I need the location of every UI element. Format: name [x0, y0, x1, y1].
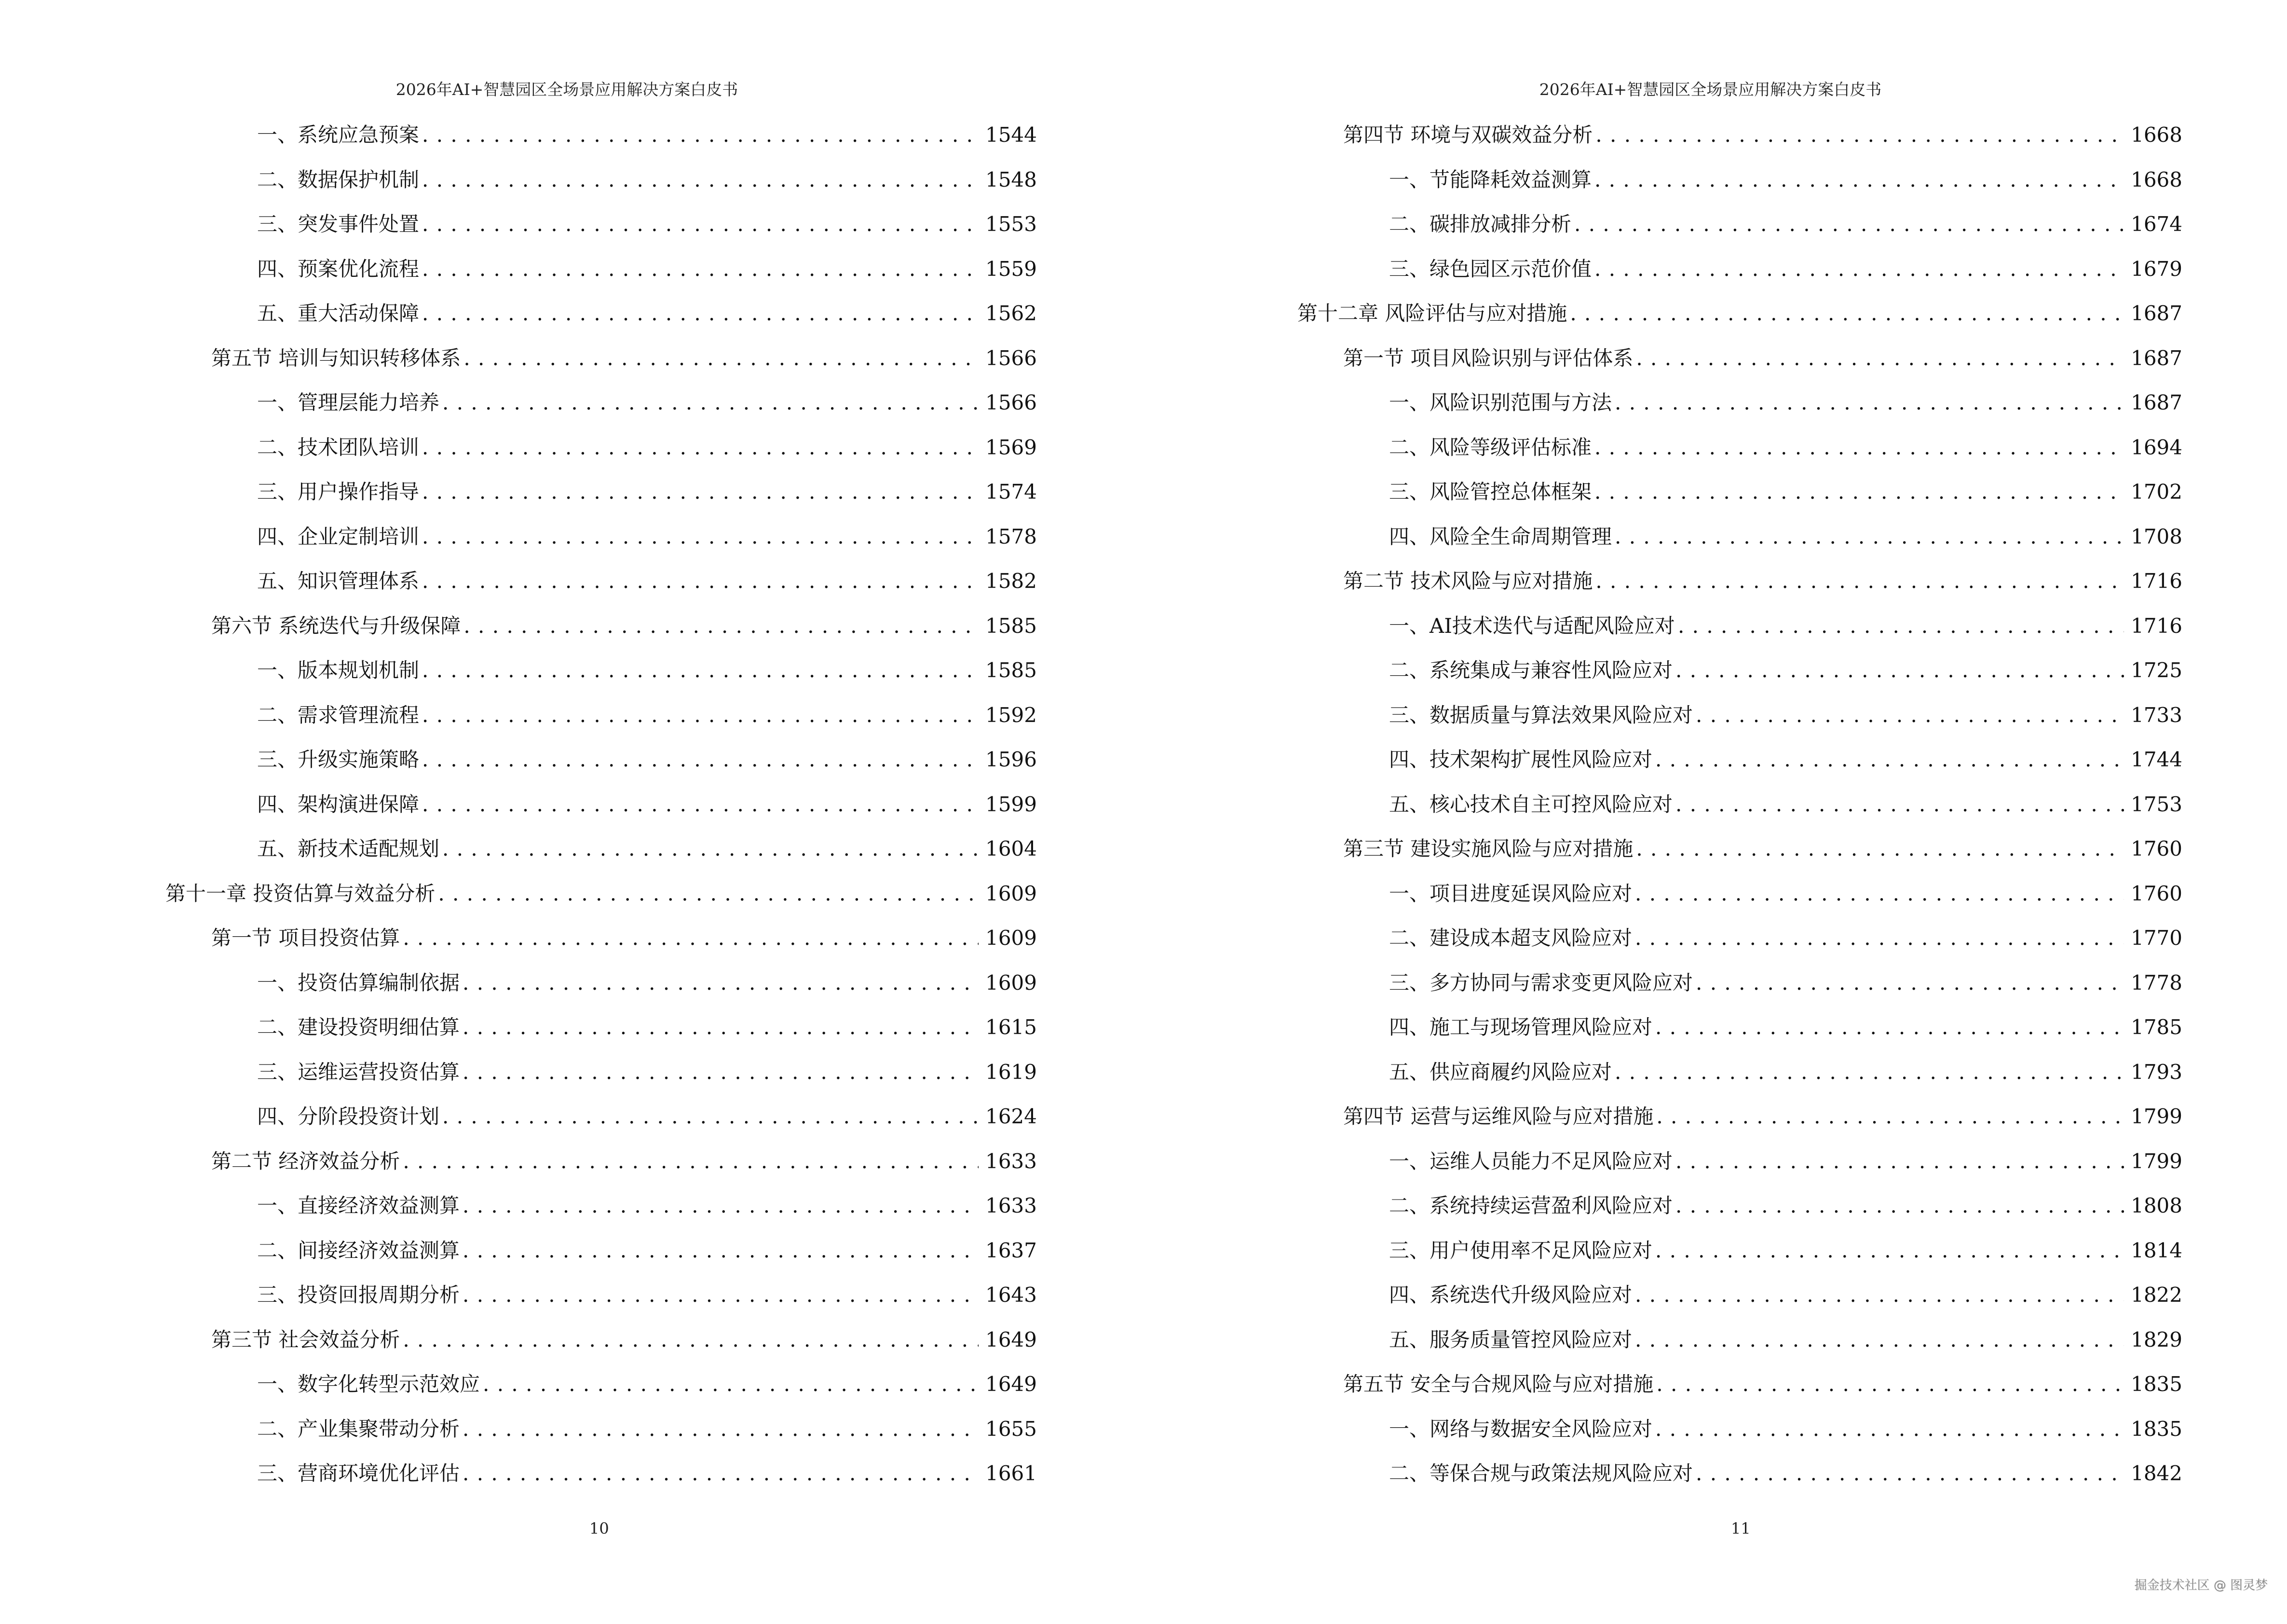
toc-entry-title: 三、突发事件处置: [257, 212, 420, 236]
toc-entry-level-2[interactable]: [1343, 121, 2182, 150]
toc-entry-page-number: 1609: [985, 970, 1037, 995]
toc-entry-page-number: 1687: [2131, 391, 2182, 414]
toc-entry-title: 四、风险全生命周期管理: [1389, 524, 1612, 548]
toc-entry-level-3[interactable]: [257, 701, 1037, 730]
dot-leader: [463, 1459, 979, 1488]
toc-entry-page-number: 1609: [985, 881, 1037, 905]
toc-entry-title: 第三节 建设实施风险与应对措施: [1343, 837, 1634, 860]
toc-entry-title: 五、知识管理体系: [257, 569, 420, 593]
toc-entry-title: 二、等保合规与政策法规风险应对: [1389, 1461, 1693, 1485]
toc-entry-title: 一、版本规划机制: [257, 658, 420, 682]
toc-entry-title: 五、重大活动保障: [257, 301, 420, 325]
toc-entry-page-number: 1785: [2131, 1015, 2182, 1039]
toc-entry-title: 二、系统集成与兼容性风险应对: [1389, 658, 1673, 682]
toc-entry-title: 四、预案优化流程: [257, 257, 420, 281]
toc-entry-title: 三、营商环境优化评估: [257, 1461, 460, 1485]
toc-entry-level-3[interactable]: [257, 790, 1037, 819]
dot-leader: [422, 790, 979, 819]
toc-entry-level-3[interactable]: [257, 121, 1037, 150]
toc-entry-title: 一、运维人员能力不足风险应对: [1389, 1149, 1673, 1173]
toc-entry-level-2[interactable]: [211, 1325, 1037, 1354]
toc-entry-page-number: 1733: [2131, 703, 2182, 727]
dot-leader: [1675, 1147, 2124, 1176]
toc-entry-title: 第五节 培训与知识转移体系: [211, 346, 461, 370]
toc-entry-level-3[interactable]: [257, 656, 1037, 685]
page-number: 11: [1731, 1519, 1751, 1538]
toc-entry-page-number: 1799: [2131, 1105, 2182, 1128]
toc-entry-page-number: 1633: [985, 1149, 1037, 1173]
toc-entry-title: 四、施工与现场管理风险应对: [1389, 1015, 1653, 1039]
dot-leader: [463, 1058, 979, 1087]
toc-entry-page-number: 1649: [985, 1327, 1037, 1351]
toc-entry-title: 二、建设投资明细估算: [257, 1015, 460, 1039]
toc-entry-page-number: 1604: [985, 837, 1037, 860]
toc-entry-level-3[interactable]: [257, 1058, 1037, 1087]
dot-leader: [1636, 834, 2124, 863]
dot-leader: [1655, 745, 2124, 774]
toc-entry-level-2[interactable]: [211, 1147, 1037, 1176]
dot-leader: [442, 834, 979, 863]
dot-leader: [403, 1147, 979, 1176]
toc-entry-level-3[interactable]: [1389, 1325, 2182, 1354]
toc-entry-page-number: 1687: [2131, 301, 2182, 325]
toc-entry-page-number: 1596: [985, 748, 1037, 771]
toc-entry-page-number: 1661: [985, 1461, 1037, 1485]
toc-entry-level-3[interactable]: [257, 299, 1037, 328]
toc-entry-level-3[interactable]: [257, 210, 1037, 239]
toc-entry-level-2[interactable]: [211, 344, 1037, 373]
toc-entry-title: 四、系统迭代升级风险应对: [1389, 1283, 1633, 1307]
toc-entry-title: 一、风险识别范围与方法: [1389, 391, 1612, 414]
toc-entry-level-3[interactable]: [1389, 656, 2182, 685]
toc-entry-level-2[interactable]: [211, 612, 1037, 641]
toc-entry-level-2[interactable]: [1343, 567, 2182, 596]
toc-entry-title: 五、供应商履约风险应对: [1389, 1060, 1612, 1084]
toc-entry-page-number: 1829: [2131, 1327, 2182, 1351]
toc-entry-page-number: 1753: [2131, 792, 2182, 816]
toc-entry-level-2[interactable]: [211, 924, 1037, 953]
dot-leader: [1594, 433, 2124, 462]
toc-entry-title: 第三节 社会效益分析: [211, 1327, 400, 1351]
toc-entry-page-number: 1778: [2131, 970, 2182, 995]
toc-entry-title: 第二节 技术风险与应对措施: [1343, 569, 1593, 593]
dot-leader: [403, 1325, 979, 1354]
toc-entry-page-number: 1553: [985, 212, 1037, 236]
toc-entry-level-3[interactable]: [257, 388, 1037, 417]
dot-leader: [1615, 1058, 2124, 1087]
toc-entry-page-number: 1808: [2131, 1194, 2182, 1217]
dot-leader: [422, 522, 979, 551]
toc-entry-level-3[interactable]: [257, 1013, 1037, 1042]
toc-entry-level-3[interactable]: [1389, 701, 2182, 730]
toc-entry-level-3[interactable]: [1389, 790, 2182, 819]
toc-entry-title: 五、新技术适配规划: [257, 837, 440, 860]
dot-leader: [422, 745, 979, 774]
toc-entry-page-number: 1668: [2131, 123, 2182, 147]
toc-entry-level-2[interactable]: [1343, 344, 2182, 373]
toc-entry-title: 第四节 运营与运维风险与应对措施: [1343, 1105, 1654, 1128]
toc-entry-level-3[interactable]: [1389, 255, 2182, 284]
toc-entry-title: 一、节能降耗效益测算: [1389, 167, 1592, 191]
dot-leader: [1696, 1459, 2124, 1488]
toc-entry-level-3[interactable]: [257, 1102, 1037, 1131]
toc-entry-page-number: 1725: [2131, 658, 2182, 682]
toc-entry-page-number: 1582: [985, 569, 1037, 593]
dot-leader: [403, 924, 979, 953]
dot-leader: [1615, 522, 2124, 551]
dot-leader: [463, 1281, 979, 1310]
toc-entry-page-number: 1619: [985, 1060, 1037, 1084]
toc-entry-title: 二、系统持续运营盈利风险应对: [1389, 1194, 1673, 1217]
dot-leader: [1675, 790, 2124, 819]
toc-entry-title: 三、投资回报周期分析: [257, 1283, 460, 1307]
toc-entry-title: 五、服务质量管控风险应对: [1389, 1327, 1633, 1351]
toc-entry-page-number: 1544: [985, 123, 1037, 147]
toc-entry-level-3[interactable]: [257, 433, 1037, 462]
toc-entry-title: 第五节 安全与合规风险与应对措施: [1343, 1372, 1654, 1396]
dot-leader: [463, 969, 979, 997]
dot-leader: [422, 656, 979, 685]
toc-entry-level-3[interactable]: [257, 255, 1037, 284]
dot-leader: [442, 388, 979, 417]
toc-entry-title: 四、技术架构扩展性风险应对: [1389, 748, 1653, 771]
toc-entry-level-3[interactable]: [257, 522, 1037, 551]
toc-entry-page-number: 1679: [2131, 257, 2182, 281]
toc-entry-title: 一、投资估算编制依据: [257, 970, 460, 995]
toc-entry-title: 第十一章 投资估算与效益分析: [165, 881, 436, 905]
toc-entry-title: 三、运维运营投资估算: [257, 1060, 460, 1084]
toc-entry-title: 四、分阶段投资计划: [257, 1105, 440, 1128]
dot-leader: [422, 121, 979, 150]
dot-leader: [1655, 1415, 2124, 1444]
toc-entry-page-number: 1615: [985, 1015, 1037, 1039]
toc-entry-page-number: 1760: [2131, 837, 2182, 860]
toc-entry-page-number: 1585: [985, 658, 1037, 682]
toc-entry-page-number: 1599: [985, 792, 1037, 816]
dot-leader: [1574, 210, 2124, 239]
dot-leader: [1615, 388, 2124, 417]
toc-entry-page-number: 1624: [985, 1105, 1037, 1128]
right-page: [1144, 0, 2287, 1624]
toc-entry-page-number: 1842: [2131, 1461, 2182, 1485]
toc-entry-title: 二、风险等级评估标准: [1389, 435, 1592, 459]
dot-leader: [1594, 165, 2124, 194]
toc-entry-level-3[interactable]: [257, 1281, 1037, 1310]
toc-entry-title: 二、产业集聚带动分析: [257, 1417, 460, 1441]
toc-entry-level-3[interactable]: [257, 745, 1037, 774]
toc-entry-title: 二、需求管理流程: [257, 703, 420, 727]
dot-leader: [1675, 1191, 2124, 1220]
toc-entry-level-3[interactable]: [257, 1415, 1037, 1444]
dot-leader: [1635, 1281, 2124, 1310]
toc-entry-page-number: 1655: [985, 1417, 1037, 1441]
toc-entry-page-number: 1799: [2131, 1149, 2182, 1173]
toc-entry-title: 三、风险管控总体框架: [1389, 480, 1592, 504]
dot-leader: [1675, 656, 2124, 685]
dot-leader: [463, 344, 979, 373]
dot-leader: [422, 701, 979, 730]
toc-entry-level-2[interactable]: [1343, 1102, 2182, 1131]
toc-entry-level-3[interactable]: [1389, 1191, 2182, 1220]
dot-leader: [1635, 879, 2124, 908]
dot-leader: [422, 210, 979, 239]
toc-entry-level-3[interactable]: [1389, 969, 2182, 997]
toc-entry-page-number: 1585: [985, 614, 1037, 638]
toc-entry-level-1[interactable]: [1297, 299, 2182, 328]
dot-leader: [463, 1415, 979, 1444]
toc-entry-title: 一、系统应急预案: [257, 123, 420, 147]
toc-entry-level-3[interactable]: [257, 834, 1037, 863]
dot-leader: [1595, 121, 2124, 150]
toc-entry-page-number: 1793: [2131, 1060, 2182, 1084]
toc-entry-page-number: 1559: [985, 257, 1037, 281]
toc-entry-level-1[interactable]: [165, 879, 1037, 908]
toc-entry-page-number: 1566: [985, 346, 1037, 370]
toc-entry-level-3[interactable]: [257, 1191, 1037, 1220]
toc-entry-title: 二、建设成本超支风险应对: [1389, 926, 1633, 950]
dot-leader: [1594, 255, 2124, 284]
toc-entry-page-number: 1708: [2131, 524, 2182, 548]
toc-entry-title: 二、间接经济效益测算: [257, 1238, 460, 1262]
toc-entry-page-number: 1562: [985, 301, 1037, 325]
toc-entry-level-3[interactable]: [1389, 612, 2182, 641]
dot-leader: [422, 255, 979, 284]
toc-entry-title: 二、碳排放减排分析: [1389, 212, 1572, 236]
toc-entry-title: 三、多方协同与需求变更风险应对: [1389, 970, 1693, 995]
toc-entry-page-number: 1592: [985, 703, 1037, 727]
dot-leader: [463, 1191, 979, 1220]
toc-entry-level-3[interactable]: [1389, 478, 2182, 506]
toc-entry-page-number: 1578: [985, 524, 1037, 548]
dot-leader: [1656, 1102, 2124, 1131]
toc-entry-page-number: 1814: [2131, 1238, 2182, 1262]
dot-leader: [1595, 567, 2124, 596]
toc-entry-level-3[interactable]: [257, 567, 1037, 596]
toc-entry-level-3[interactable]: [257, 478, 1037, 506]
dot-leader: [1696, 701, 2124, 730]
dot-leader: [422, 165, 979, 194]
toc-entry-level-3[interactable]: [1389, 1013, 2182, 1042]
toc-entry-title: 三、用户操作指导: [257, 480, 420, 504]
toc-entry-level-3[interactable]: [1389, 165, 2182, 194]
dot-leader: [483, 1370, 979, 1399]
toc-entry-page-number: 1835: [2131, 1417, 2182, 1441]
toc-entry-level-3[interactable]: [1389, 879, 2182, 908]
toc-entry-level-2[interactable]: [1343, 834, 2182, 863]
toc-entry-page-number: 1822: [2131, 1283, 2182, 1307]
dot-leader: [1594, 478, 2124, 506]
dot-leader: [463, 1013, 979, 1042]
toc-entry-level-3[interactable]: [257, 1370, 1037, 1399]
toc-entry-title: 一、网络与数据安全风险应对: [1389, 1417, 1653, 1441]
dot-leader: [1656, 1370, 2124, 1399]
dot-leader: [463, 612, 979, 641]
toc-entry-level-3[interactable]: [1389, 1415, 2182, 1444]
toc-entry-page-number: 1716: [2131, 614, 2182, 638]
toc-entry-title: 三、数据质量与算法效果风险应对: [1389, 703, 1693, 727]
watermark: 掘金技术社区 @ 图灵梦: [2134, 1578, 2268, 1593]
toc-entry-level-3[interactable]: [1389, 433, 2182, 462]
toc-entry-title: 第四节 环境与双碳效益分析: [1343, 123, 1593, 147]
toc-entry-page-number: 1687: [2131, 346, 2182, 370]
running-header: 2026年AI+智慧园区全场景应用解决方案白皮书: [395, 80, 738, 99]
dot-leader: [422, 567, 979, 596]
running-header: 2026年AI+智慧园区全场景应用解决方案白皮书: [1539, 80, 1882, 99]
toc-entry-level-3[interactable]: [1389, 388, 2182, 417]
dot-leader: [463, 1236, 979, 1265]
toc-entry-level-3[interactable]: [1389, 1459, 2182, 1488]
toc-entry-page-number: 1643: [985, 1283, 1037, 1307]
dot-leader: [1696, 969, 2124, 997]
toc-entry-title: 一、AI技术迭代与适配风险应对: [1389, 614, 1675, 638]
dot-leader: [1655, 1013, 2124, 1042]
toc-entry-title: 三、用户使用率不足风险应对: [1389, 1238, 1653, 1262]
toc-entry-title: 第一节 项目投资估算: [211, 926, 400, 950]
toc-entry-page-number: 1548: [985, 167, 1037, 191]
toc-entry-page-number: 1566: [985, 391, 1037, 414]
toc-entry-level-3[interactable]: [257, 1459, 1037, 1488]
toc-entry-level-3[interactable]: [1389, 924, 2182, 953]
toc-entry-level-3[interactable]: [1389, 1281, 2182, 1310]
toc-entry-page-number: 1574: [985, 480, 1037, 504]
toc-entry-title: 二、数据保护机制: [257, 167, 420, 191]
toc-entry-page-number: 1668: [2131, 167, 2182, 191]
toc-entry-level-3[interactable]: [257, 165, 1037, 194]
toc-entry-level-3[interactable]: [1389, 1147, 2182, 1176]
toc-entry-page-number: 1770: [2131, 926, 2182, 950]
toc-entry-page-number: 1649: [985, 1372, 1037, 1396]
toc-entry-title: 一、数字化转型示范效应: [257, 1372, 480, 1396]
toc-entry-page-number: 1637: [985, 1238, 1037, 1262]
dot-leader: [442, 1102, 979, 1131]
toc-entry-level-2[interactable]: [1343, 1370, 2182, 1399]
toc-entry-title: 四、架构演进保障: [257, 792, 420, 816]
toc-entry-level-3[interactable]: [1389, 1236, 2182, 1265]
toc-entry-page-number: 1702: [2131, 480, 2182, 504]
toc-entry-title: 五、核心技术自主可控风险应对: [1389, 792, 1673, 816]
toc-entry-title: 三、升级实施策略: [257, 748, 420, 771]
dot-leader: [1655, 1236, 2124, 1265]
toc-entry-level-3[interactable]: [1389, 745, 2182, 774]
toc-entry-level-3[interactable]: [1389, 210, 2182, 239]
dot-leader: [1636, 344, 2124, 373]
toc-entry-level-3[interactable]: [257, 1236, 1037, 1265]
toc-entry-page-number: 1744: [2131, 748, 2182, 771]
toc-entry-title: 二、技术团队培训: [257, 435, 420, 459]
toc-entry-page-number: 1716: [2131, 569, 2182, 593]
toc-entry-page-number: 1674: [2131, 212, 2182, 236]
toc-entry-level-3[interactable]: [1389, 1058, 2182, 1087]
toc-entry-title: 第二节 经济效益分析: [211, 1149, 400, 1173]
dot-leader: [422, 478, 979, 506]
toc-entry-title: 三、绿色园区示范价值: [1389, 257, 1592, 281]
toc-entry-page-number: 1569: [985, 435, 1037, 459]
dot-leader: [422, 433, 979, 462]
toc-entry-page-number: 1694: [2131, 435, 2182, 459]
dot-leader: [422, 299, 979, 328]
toc-entry-title: 四、企业定制培训: [257, 524, 420, 548]
toc-entry-page-number: 1633: [985, 1194, 1037, 1217]
toc-entry-page-number: 1609: [985, 926, 1037, 950]
toc-entry-title: 一、项目进度延误风险应对: [1389, 881, 1633, 905]
dot-leader: [1635, 1325, 2124, 1354]
dot-leader: [1570, 299, 2124, 328]
toc-entry-page-number: 1835: [2131, 1372, 2182, 1396]
dot-leader: [1635, 924, 2124, 953]
toc-entry-level-3[interactable]: [1389, 522, 2182, 551]
toc-entry-page-number: 1760: [2131, 881, 2182, 905]
dot-leader: [1678, 612, 2124, 641]
toc-entry-title: 第一节 项目风险识别与评估体系: [1343, 346, 1634, 370]
toc-entry-title: 一、直接经济效益测算: [257, 1194, 460, 1217]
toc-entry-title: 一、管理层能力培养: [257, 391, 440, 414]
toc-entry-title: 第十二章 风险评估与应对措施: [1297, 301, 1567, 325]
dot-leader: [438, 879, 979, 908]
toc-entry-title: 第六节 系统迭代与升级保障: [211, 614, 461, 638]
toc-entry-level-3[interactable]: [257, 969, 1037, 997]
page-number: 10: [589, 1519, 609, 1538]
